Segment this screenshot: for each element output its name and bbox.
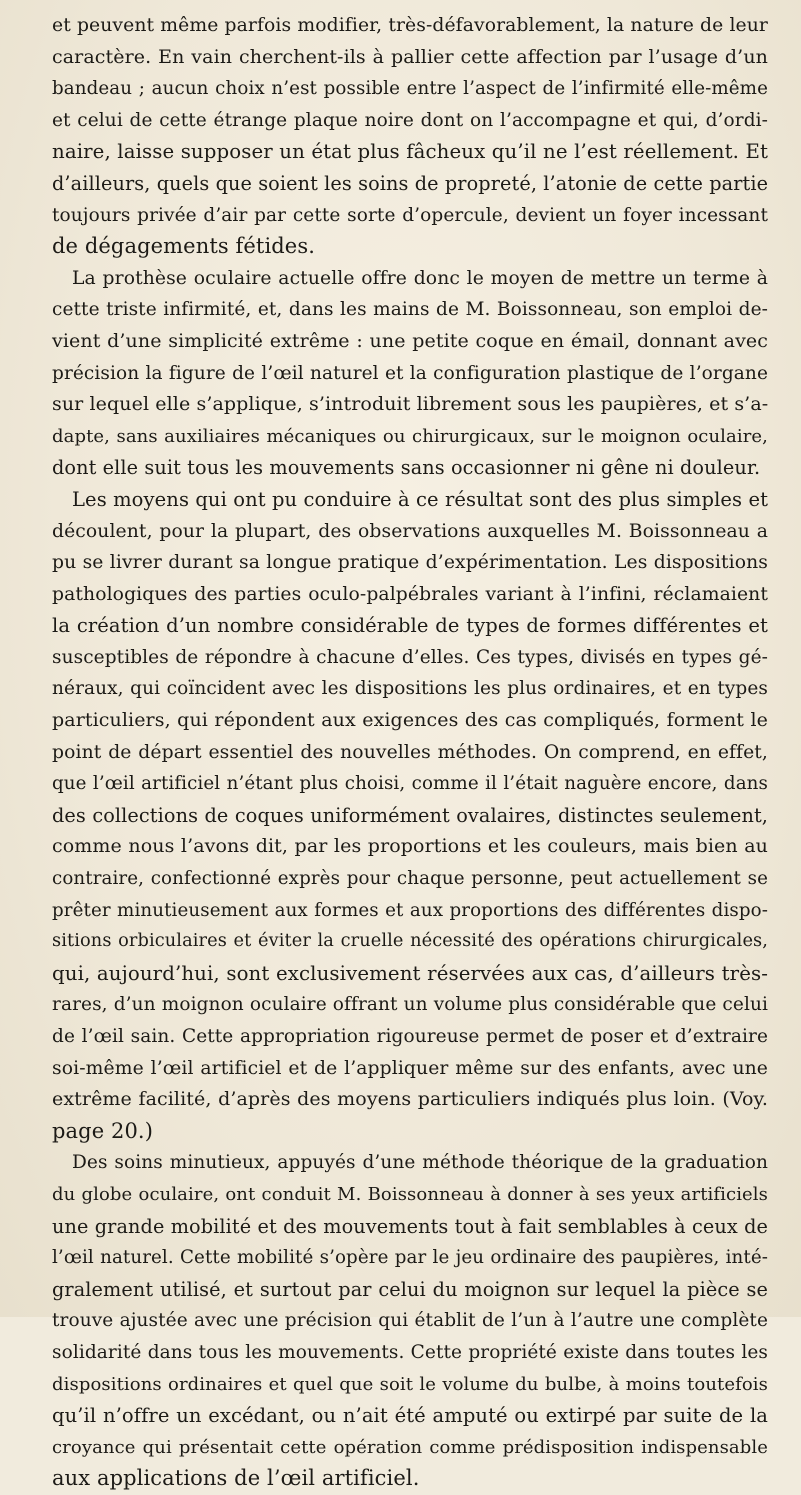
text-line: que l’œil artificiel n’étant plus choisi, comme il l’était naguère encore, dans xyxy=(52,773,768,795)
text-line: contraire, confectionné exprès pour chaque personne, peut actuellement se xyxy=(52,868,768,890)
text-line: soi-même l’œil artificiel et de l’appliquer même sur des enfants, avec une xyxy=(52,1057,768,1079)
text-line: précision la figure de l’œil naturel et la configuration plastique de l’organe xyxy=(52,362,768,384)
text-line: qui, aujourd’hui, sont exclusivement réservées aux cas, d’ailleurs très- xyxy=(52,961,768,985)
text-line: d’ailleurs, quels que soient les soins de propreté, l’atonie de cette partie xyxy=(52,171,769,195)
text-line: gralement utilisé, et surtout par celui du moignon sur lequel la pièce se xyxy=(52,1277,768,1301)
text-line: et celui de cette étrange plaque noire dont on l’accompagne et qui, d’ordi- xyxy=(52,109,768,131)
text-line: Les moyens qui ont pu conduire à ce résultat sont des plus simples et xyxy=(72,487,769,511)
text-line: point de départ essentiel des nouvelles méthodes. On comprend, en effet, xyxy=(52,741,768,763)
text-line: pathologiques des parties oculo-palpébrales variant à l’infini, réclamaient xyxy=(52,583,768,605)
text-line: dispositions ordinaires et quel que soit le volume du bulbe, à moins toutefois xyxy=(52,1373,768,1395)
text-line: et peuvent même parfois modifier, très-défavorablement, la nature de leur xyxy=(52,15,768,36)
text-line: sitions orbiculaires et éviter la cruelle nécessité des opérations chirurgicales, xyxy=(52,931,768,952)
text-line: particuliers, qui répondent aux exigences des cas compliqués, forment le xyxy=(52,709,768,732)
text-line: croyance qui présentait cette opération comme prédisposition indispensable xyxy=(52,1436,768,1458)
text-line: trouve ajustée avec une précision qui établit de l’un à l’autre une complète xyxy=(52,1310,768,1332)
text-line: la création d’un nombre considérable de types de formes différentes et xyxy=(52,614,768,638)
text-line: dont elle suit tous les mouvements sans occasionner ni gêne ni douleur. xyxy=(52,456,761,480)
text-line: rares, d’un moignon oculaire offrant un volume plus considérable que celui xyxy=(52,994,768,1016)
text-line: de l’œil sain. Cette appropriation rigoureuse permet de poser et d’extraire xyxy=(52,1026,768,1047)
text-line: bandeau ; aucun choix n’est possible entre l’aspect de l’infirmité elle-même xyxy=(52,78,768,100)
text-line: aux applications de l’œil artificiel. xyxy=(52,1466,420,1491)
text-line: dapte, sans auxiliaires mécaniques ou chirurgicaux, sur le moignon oculaire, xyxy=(52,425,768,447)
text-line: La prothèse oculaire actuelle offre donc le moyen de mettre un terme à xyxy=(72,267,768,289)
text-line: découlent, pour la plupart, des observations auxquelles M. Boissonneau a xyxy=(52,520,768,542)
text-line: page 20.) xyxy=(52,1118,153,1143)
text-line: de dégagements fétides. xyxy=(52,234,315,259)
text-line: du globe oculaire, ont conduit M. Boissonneau à donner à ses yeux artificiels xyxy=(52,1183,768,1205)
text-line: prêter minutieusement aux formes et aux proportions des différentes dispo- xyxy=(52,899,768,921)
text-line: sur lequel elle s’applique, s’introduit librement sous les paupières, et s’a- xyxy=(52,393,769,416)
text-line: une grande mobilité et des mouvements tout à fait semblables à ceux de xyxy=(52,1214,768,1238)
text-line: extrême facilité, d’après des moyens particuliers indiqués plus loin. (Voy. xyxy=(52,1088,768,1111)
text-line: caractère. En vain cherchent-ils à pallier cette affection par l’usage d’un xyxy=(52,45,768,68)
text-line: néraux, qui coïncident avec les dispositions les plus ordinaires, et en types xyxy=(52,678,768,700)
text-line: l’œil naturel. Cette mobilité s’opère par le jeu ordinaire des paupières, inté- xyxy=(52,1247,768,1269)
text-line: toujours privée d’air par cette sorte d’opercule, devient un foyer incessant xyxy=(52,204,768,226)
text-line: solidarité dans tous les mouvements. Cette propriété existe dans toutes les xyxy=(52,1341,768,1363)
text-line: Des soins minutieux, appuyés d’une méthode théorique de la graduation xyxy=(72,1152,768,1174)
text-line: pu se livrer durant sa longue pratique d’expérimentation. Les dispositions xyxy=(52,552,768,574)
text-line: qu’il n’offre un excédant, ou n’ait été amputé ou extirpé par suite de la xyxy=(52,1404,768,1428)
text-line: susceptibles de répondre à chacune d’elles. Ces types, divisés en types gé- xyxy=(52,646,768,668)
text-line: vient d’une simplicité extrême : une petite coque en émail, donnant avec xyxy=(52,329,768,352)
text-line: naire, laisse supposer un état plus fâcheux qu’il ne l’est réellement. Et xyxy=(52,140,768,164)
body-text xyxy=(52,10,768,1495)
text-line: des collections de coques uniformément ovalaires, distinctes seulement, xyxy=(52,803,768,827)
text-line: comme nous l’avons dit, par les proportions et les couleurs, mais bien au xyxy=(52,835,768,858)
text-line: cette triste infirmité, et, dans les mains de M. Boissonneau, son emploi de- xyxy=(52,299,768,321)
